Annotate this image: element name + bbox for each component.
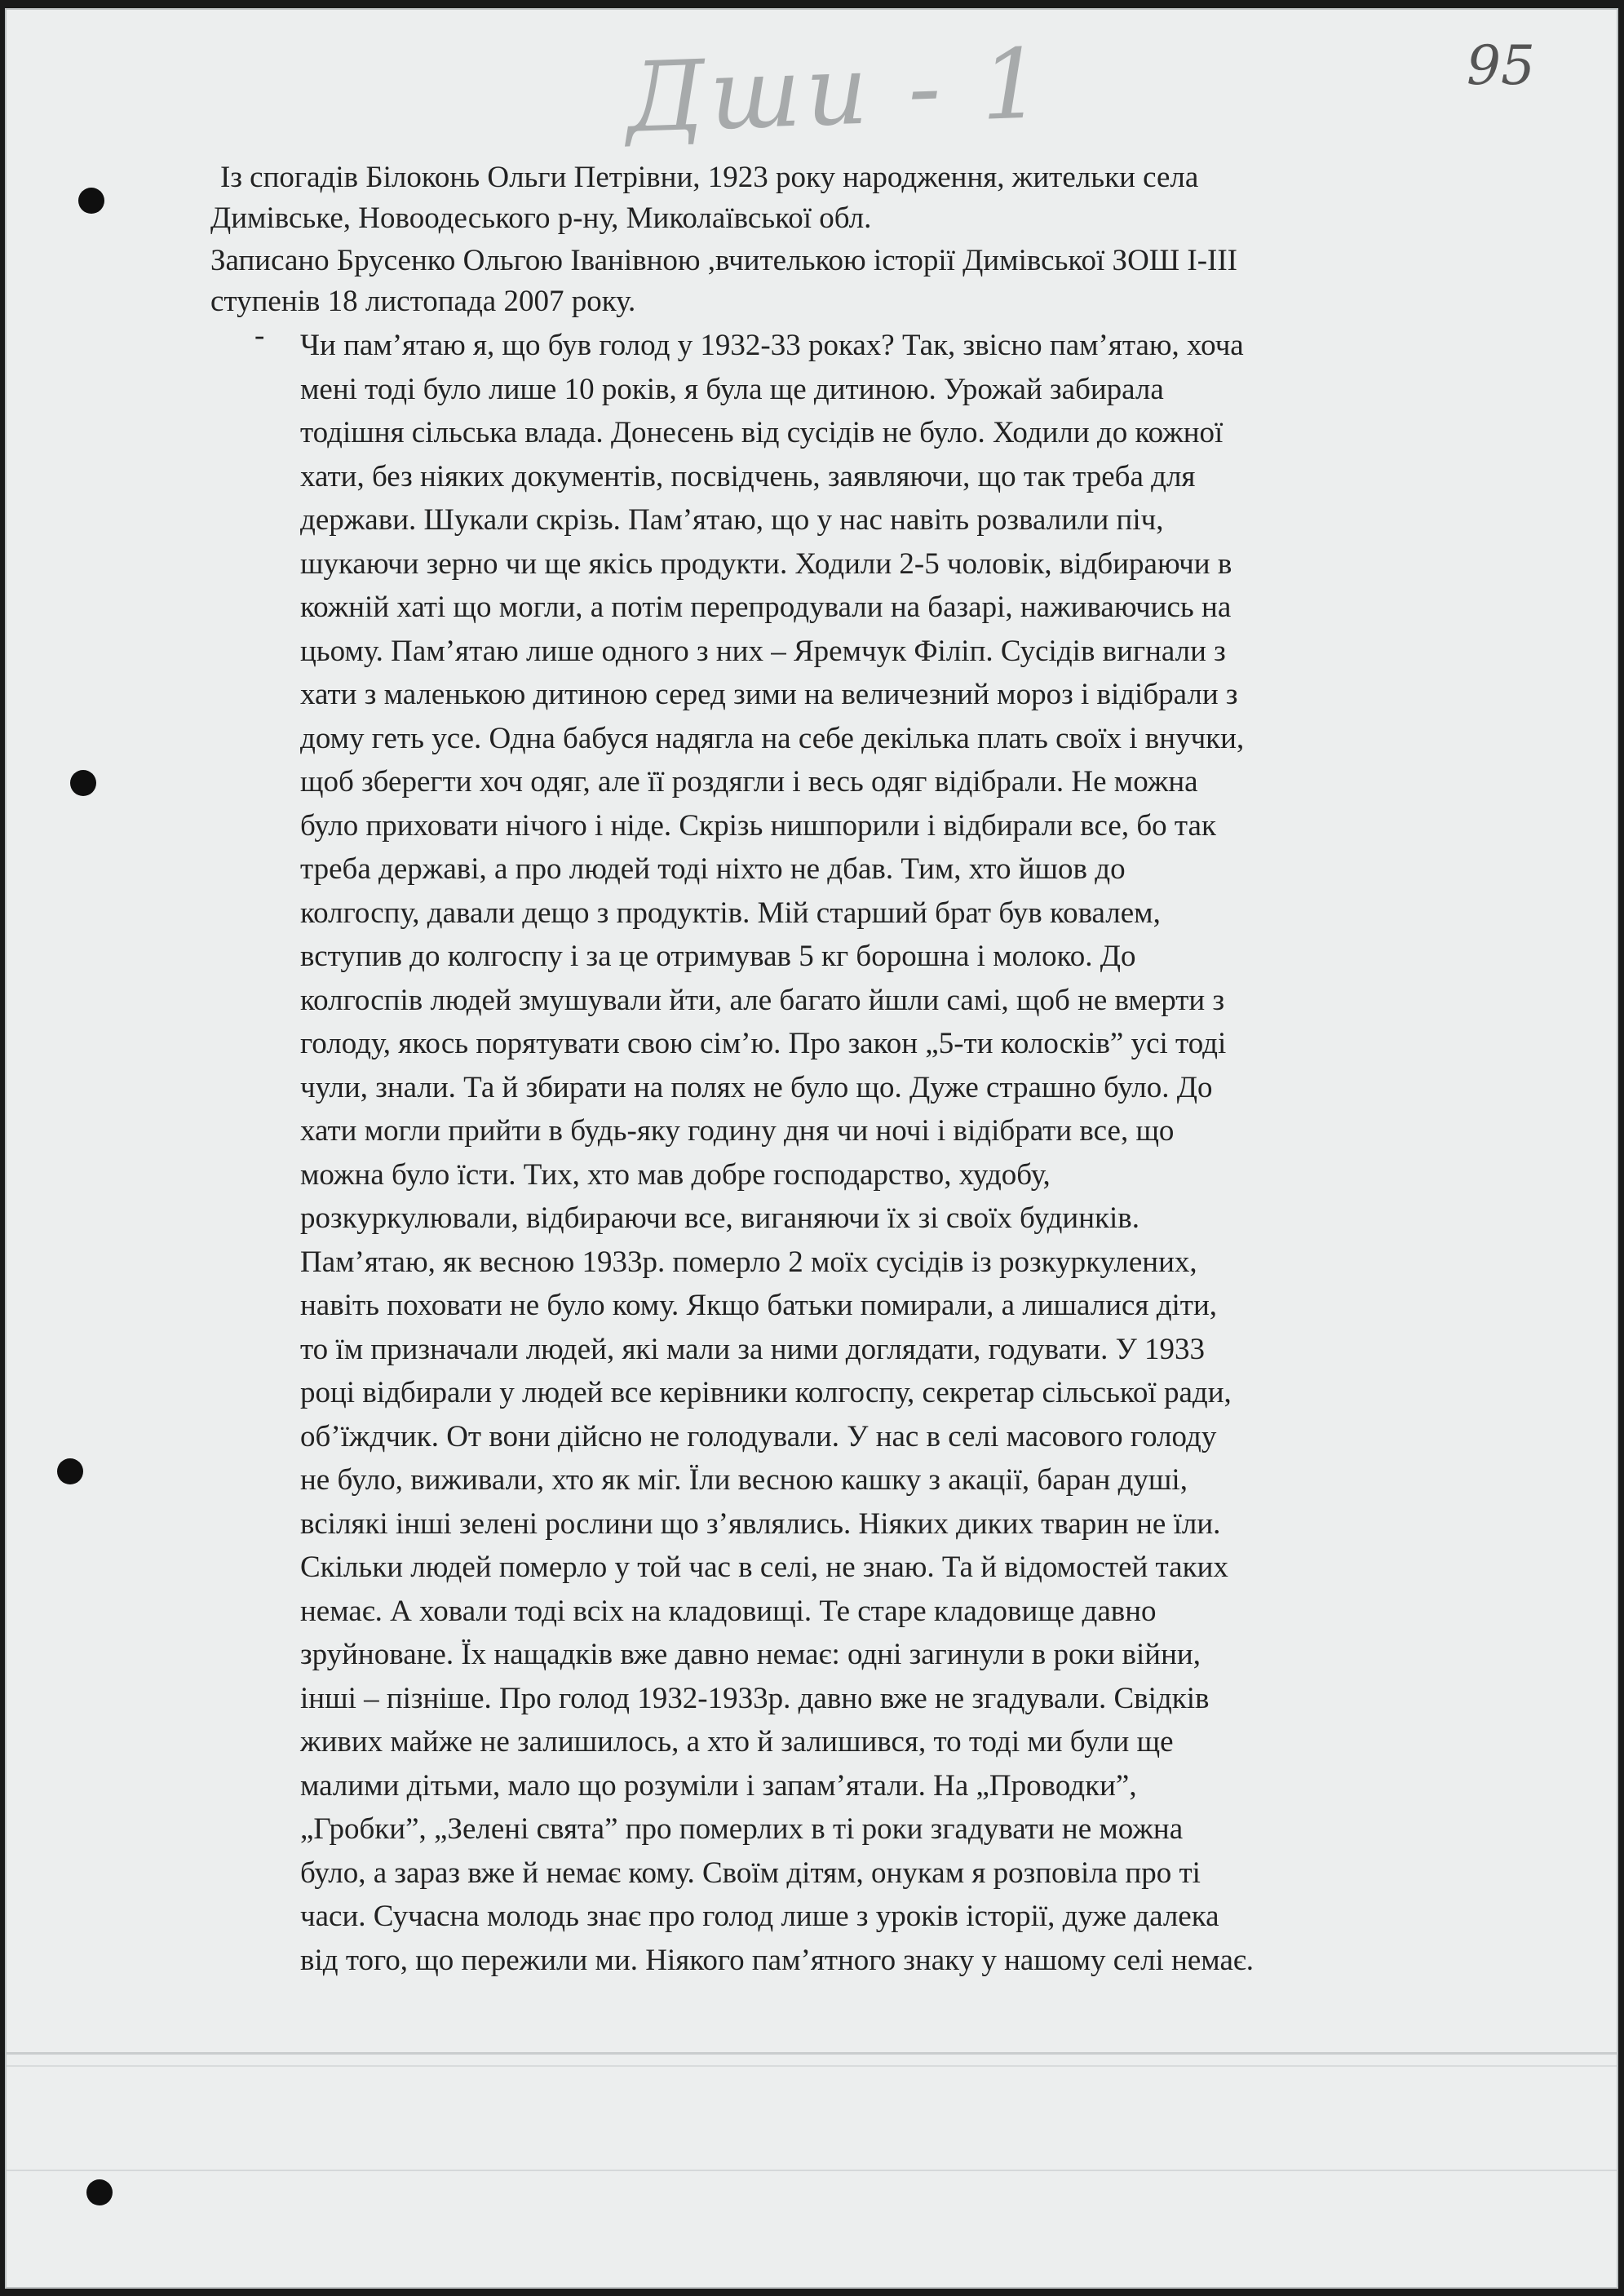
page-rule [7,2065,1617,2067]
body-line: об’їждчик. От вони дійсно не голодували. У нас в селі масового голоду [300,1419,1217,1453]
testimony-body [300,324,1516,1982]
body-line: цьому. Пам’ятаю лише одного з них – Яремчук Філіп. Сусідів вигнали з [300,634,1226,668]
punch-hole [86,2179,113,2205]
body-line: тодішня сільська влада. Донесень від сусідів не було. Ходили до кожної [300,416,1224,449]
body-line: розкуркулювали, відбираючи все, виганяючи їх зі своїх будинків. [300,1201,1139,1235]
body-line: навіть поховати не було кому. Якщо батьки помирали, а лишалися діти, [300,1289,1218,1322]
body-line: „Гробки”, „Зелені свята” про померлих в ті роки згадувати не можна [300,1812,1184,1846]
body-line: Чи пам’ятаю я, що був голод у 1932-33 роках? Так, звісно пам’ятаю, хоча [300,329,1244,362]
body-line: дому геть усе. Одна бабуся надягла на себе декілька плать своїх і внучки, [300,721,1245,755]
header-line: Димівське, Новоодеського р-ну, Миколаївської обл. [210,201,872,235]
body-line: голоду, якось порятувати свою сім’ю. Про закон „5-ти колосків” усі тоді [300,1027,1227,1060]
body-line: від того, що пережили ми. Ніякого пам’ятного знаку у нашому селі немає. [300,1943,1255,1977]
punch-hole [78,188,104,214]
body-line: шукаючи зерно чи ще якісь продукти. Ходили 2-5 чоловік, відбираючи в [300,546,1232,581]
body-line: малими дітьми, мало що розуміли і запам’ятали. На „Проводки”, [300,1768,1137,1803]
body-line: Пам’ятаю, як весною 1933р. померло 2 моїх сусідів із розкуркулених, [300,1245,1197,1279]
body-line: не було, виживали, хто як міг. Їли весною кашку з акації, баран душі, [300,1463,1188,1497]
punch-hole [70,770,96,796]
body-line: було приховати нічого і ніде. Скрізь нишпорили і відбирали все, бо так [300,808,1216,843]
pencil-annotation: Дши - 1 [624,27,1049,154]
body-line: кожній хаті що могли, а потім перепродували на базарі, наживаючись на [300,591,1232,624]
header-line: ступенів 18 листопада 2007 року. [210,285,636,318]
body-line: держави. Шукали скрізь. Пам’ятаю, що у нас навіть розвалили піч, [300,503,1164,537]
body-line: інші – пізніше. Про голод 1932-1933р. давно вже не згадували. Свідків [300,1681,1210,1715]
list-bullet: - [254,319,265,352]
body-line: щоб зберегти хоч одяг, але її роздягли і весь одяг відібрали. Не можна [300,765,1198,799]
page-rule [7,2052,1617,2055]
page-number: 95 [1467,34,1535,97]
body-line: треба державі, а про людей тоді ніхто не дбав. Тим, хто йшов до [300,852,1126,886]
header-line: Записано Брусенко Ольгою Іванівною ,вчителькою історії Димівської ЗОШ І-ІІІ [210,244,1237,277]
body-line: колгоспів людей змушували йти, але багато йшли самі, щоб не вмерти з [300,983,1225,1017]
body-line: то їм призначали людей, які мали за ними доглядати, годувати. У 1933 [300,1332,1206,1366]
body-line: році відбирали у людей все керівники колгоспу, секретар сільської ради, [300,1376,1232,1409]
body-line: було, а зараз вже й немає кому. Своїм дітям, онукам я розповіла про ті [300,1856,1201,1890]
body-line: живих майже не залишилось, а хто й залишився, то тоді ми були ще [300,1725,1174,1758]
body-line: Скільки людей померло у той час в селі, не знаю. Та й відомостей таких [300,1551,1228,1584]
body-line: всілякі інші зелені рослини що з’являлись. Ніяких диких тварин не їли. [300,1506,1221,1541]
body-line: часи. Сучасна молодь знає про голод лише з уроків історії, дуже далека [300,1900,1219,1933]
page-rule [7,2170,1617,2171]
body-line: хати з маленькою дитиною серед зими на величезний мороз і відібрали з [300,678,1238,711]
body-line: хати могли прийти в будь-яку годину дня чи ночі і відібрати все, що [300,1114,1175,1148]
body-line: колгоспу, давали дещо з продуктів. Мій старший брат був ковалем, [300,896,1161,930]
body-line: немає. А ховали тоді всіх на кладовищі. Те старе кладовище давно [300,1594,1157,1628]
body-line: зруйноване. Їх нащадків вже давно немає: одні загинули в роки війни, [300,1638,1201,1671]
body-line: хати, без ніяких документів, посвідчень, заявляючи, що так треба для [300,459,1196,493]
body-line: чули, знали. Та й збирати на полях не було що. Дуже страшно було. До [300,1070,1213,1104]
punch-hole [57,1458,83,1484]
body-line: можна було їсти. Тих, хто мав добре господарство, худобу, [300,1157,1051,1192]
body-line: мені тоді було лише 10 років, я була ще дитиною. Урожай забирала [300,372,1164,406]
body-line: вступив до колгоспу і за це отримував 5 кг борошна і молоко. До [300,940,1136,973]
header-line: Із спогадів Білоконь Ольги Петрівни, 1923 року народження, жительки села [220,161,1199,194]
document-page [5,8,1618,2289]
